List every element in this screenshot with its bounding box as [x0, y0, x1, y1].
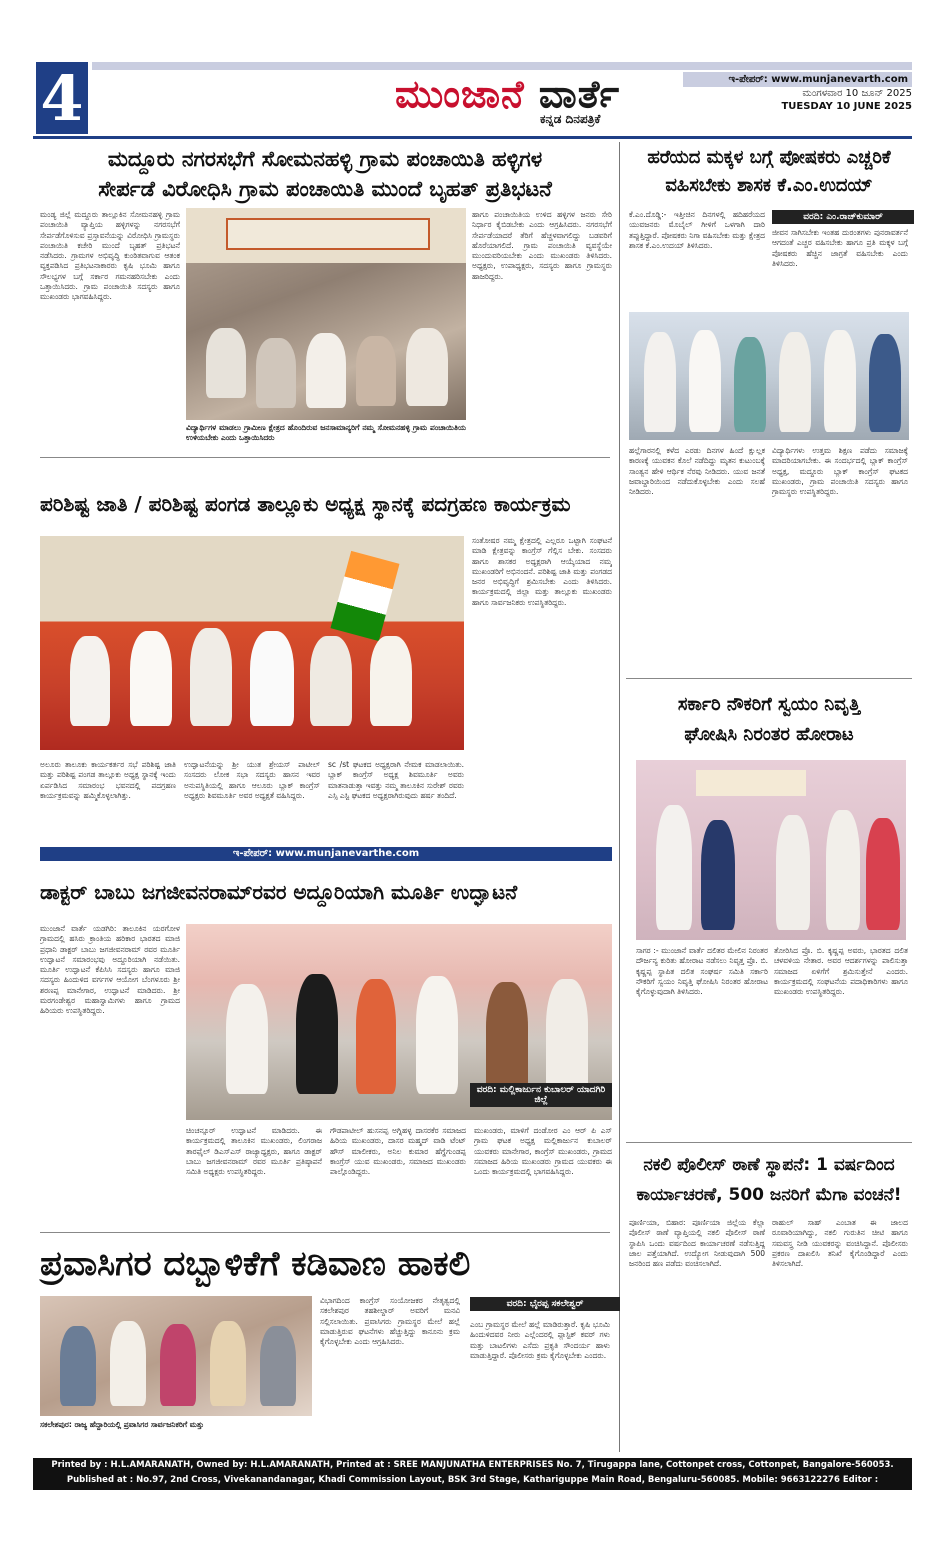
article-5-byline: ವರದಿ: ಎಂ.ರಾಜ್‌ಕುಮಾರ್ [772, 210, 914, 224]
date-block [683, 72, 912, 113]
article-5-body: ಕೆ.ಎಂ.ದೊಡ್ಡಿ:- ಇತ್ತೀಚಿನ ದಿನಗಳಲ್ಲಿ ಹದಿಹರೆಯದ ಯುವಜನರು ಮೊಬೈಲ್ ಗೀಳಿಗೆ ಒಳಗಾಗಿ ದಾರಿ ತಪ್ಪುತ್ತಿದ್ದಾರೆ. ಪೋಷಕರು ನಿಗಾ ವಹಿಸಬೇಕು ಮತ್ತು ಕ್ಷೇತ್ರದ ಶಾಸಕ ಕೆ.ಎಂ.ಉದಯ್ ತಿಳಿಸಿದರು. [629, 210, 765, 250]
article-3-body-4: ಮುಖಂಡರು, ಮಾಳಿಗೆ ದಂಡೋರ ಎಂ ಆರ್ ಪಿ ಎಸ್ ಗ್ರಾಮ ಘಟಕ ಅಧ್ಯಕ್ಷ ಮಲ್ಲಿಕಾರ್ಜುನ ಕುಬಾಲರ್ ಯುವಕರು ಮಾನೇಗಾರ, ಕಾಂಗ್ರೆಸ್ ಮುಖಂಡರು, ಗ್ರಾಮದ ಸಮಾಜದ ಹಿರಿಯ ಮುಖಂಡರು ಗ್ರಾಮದ ಯುವಕರು ಈ ಒಂದು ಕಾರ್ಯಕ್ರಮದಲ್ಲಿ ಭಾಗವಹಿಸಿದ್ದರು. [474, 1126, 612, 1177]
article-2-body: ಸಂತೋಷರ ನಮ್ಮ ಕ್ಷೇತ್ರದಲ್ಲಿ ಎಲ್ಲರೂ ಒಟ್ಟಾಗಿ ಸಂಘಟನೆ ಮಾಡಿ ಕ್ಷೇತ್ರವನ್ನು ಕಾಂಗ್ರೆಸ್ ಗೆಲ್ಲಿಸ ಬೇಕು. ಸಂಸದರು ಹಾಗೂ ಶಾಸಕರ ಅಧ್ಯಕ್ಷರಾಗಿ ಆಯ್ಕೆಯಾದ ನಮ್ಮ ಮುಖಂಡರಿಗೆ ಅಭಿನಂದನೆ. ಪರಿಶಿಷ್ಟ ಜಾತಿ ಮತ್ತು ಪಂಗಡದ ಜನರ ಅಭಿವೃದ್ಧಿಗೆ ಶ್ರಮಿಸಬೇಕು ಎಂದು ತಿಳಿಸಿದರು. ಕಾರ್ಯಕ್ರಮದಲ್ಲಿ ಜಿಲ್ಲಾ ಮತ್ತು ತಾಲ್ಲೂಕು ಮುಖಂಡರು ಹಾಗೂ ಸಾರ್ವಜನಿಕರು ಉಪಸ್ಥಿತರಿದ್ದರು. [472, 536, 612, 607]
page-number: 4 [36, 62, 88, 134]
article-2-body-4: sc /st ಘಟಕದ ಅಧ್ಯಕ್ಷರಾಗಿ ನೇಮಕ ಮಾಡಲಾಯಿತು. ಬ್ಲಾಕ್ ಕಾಂಗ್ರೆಸ್ ಅಧ್ಯಕ್ಷ ಶಿವಮೂರ್ತಿ ಅವರು ಮಾತನಾಡುತ್ತಾ ಇವತ್ತು ನಮ್ಮ ತಾಲೂಕಿನ ಸುರೇಶ್ ರವರು ಎಸ್ಸಿ ಎಸ್ಟಿ ಘಟಕದ ಅಧ್ಯಕ್ಷರಾಗಿರುವುದು ಹರ್ಷ ತಂದಿದೆ. [328, 760, 464, 800]
article-6-photo [636, 760, 906, 940]
article-3-body: ಮುಂಜಾನೆ ವಾರ್ತೆ ಯಡಗಿರಿ: ತಾಲೂಕಿನ ಯರಗೋಳ ಗ್ರಾಮದಲ್ಲಿ ಹಸಿರು ಕ್ರಾಂತಿಯ ಹರಿಕಾರ ಭಾರತದ ಮಾಜಿ ಪ್ರಧಾನಿ ಡಾಕ್ಟರ್ ಬಾಬು ಜಗಜೀವನರಾಮ್ ರವರ ಮೂರ್ತಿ ಉದ್ಘಾಟನೆ ಸಮಾರಂಭವು ಅದ್ದೂರಿಯಾಗಿ ನಡೆಯಿತು. ಮೂರ್ತಿ ಉದ್ಘಾಟನೆ ಕೆಪಿಸಿಸಿ ಸದಸ್ಯರು ಹಾಗೂ ಮಾಜಿ ಸದಸ್ಯರು ಹಿಂದುಳಿದ ವರ್ಗಗಳ ಆಯೋಗ ಬೆಂಗಳೂರು ಶ್ರೀ ಶರಣಪ್ಪ ಮಾನೇಗಾರ, ಉದ್ಘಾಟನೆ ಮಾಡಿದರು. ಶ್ರೀ ಮರಗಂಡೇಶ್ವರ ಮಹಾಸ್ವಾಮಿಗಳು ಹಾಗೂ ಗ್ರಾಮದ ಹಿರಿಯರು ಉಪಸ್ಥಿತರಿದ್ದರು. [40, 924, 180, 1016]
imprint-footer: Printed by : H.L.AMARANATH, Owned by: H.L.AMARANATH, Printed at : SREE MANJUNATHA ENTERPRISES No. 7, Tirugappa lane, Cottonpet cross, Cottonpet, Bangalore-560053. Published at : No.97, 2nd Cross, Vivekanandanagar, Khadi Commission Layout, BSK 3rd Stage, Kathariguppe Main Road, Bengaluru-560085. Mobile: 9663122276 Editor : H.L.AMARANATH [33, 1458, 912, 1490]
article-5-body-2: ಜೀವನ ಸಾಗಿಸಬೇಕು ಇಂತಹ ದುರಂತಗಳು ಪುನರಾವರ್ತನೆ ಆಗದಂತೆ ಎಚ್ಚರ ವಹಿಸಬೇಕು ಹಾಗೂ ಪ್ರತಿ ಮಕ್ಕಳ ಬಗ್ಗೆ ಪೋಷಕರು ಹೆಚ್ಚಿನ ಜಾಗ್ರತೆ ವಹಿಸಬೇಕು ಎಂದು ತಿಳಿಸಿದರು. [772, 228, 908, 268]
article-2-headline: ಪರಿಶಿಷ್ಟ ಜಾತಿ / ಪರಿಶಿಷ್ಟ ಪಂಗಡ ತಾಲ್ಲೂಕು ಅಧ್ಯಕ್ಷ ಸ್ಥಾನಕ್ಕೆ ಪದಗ್ರಹಣ ಕಾರ್ಯಕ್ರಮ [40, 492, 571, 516]
article-4-photo [40, 1296, 312, 1416]
article-6-body: ಸಾಗರ :- ಮುಂಜಾನೆ ವಾರ್ತೆ ದಲಿತರ ಮೇಲಿನ ನಿರಂತರ ದೌರ್ಜನ್ಯ ಕುರಿತು ಹೋರಾಟ ನಡೆಸಲು ನಿವೃತ್ತ ಪ್ರೊ. ಬಿ. ಕೃಷ್ಣಪ್ಪ ಸ್ಥಾಪಿತ ದಲಿತ ಸಂಘರ್ಷ ಸಮಿತಿ ಸರ್ಕಾರಿ ನೌಕರಿಗೆ ಸ್ವಯಂ ನಿವೃತ್ತಿ ಘೋಷಿಸಿ ನಿರಂತರ ಹೋರಾಟ ಕೈಗೊಳ್ಳುವುದಾಗಿ ತಿಳಿಸಿದರು. [636, 946, 768, 997]
tagline: ಕನ್ನಡ ದಿನಪತ್ರಿಕೆ [540, 112, 601, 126]
article-4-caption: ಸಕಲೇಶಪುರ: ರಾಜ್ಯ ಹೆದ್ದಾರಿಯಲ್ಲಿ ಪ್ರವಾಸಿಗರ ಸಾರ್ವಜನಿಕರಿಗೆ ಮತ್ತು [40, 1420, 204, 1429]
article-3-body-3: ಗೌಡಪಾಟೀಲ್ ಹುಸನಪ್ಪ ಅಗ್ನಿಹಳ್ಳ ದಾಸರಕೆರ ಸಮಾಜದ ಹಿರಿಯ ಮುಖಂಡರು, ದಾಸರ ಮಹ್ಮದ್ ವಾಡಿ ಟೆಂಟ್ ಹೌಸ್ ಮಾಲೀಕರು, ಅನಿಲ ಕುಮಾರ ಹೆಗ್ಡೆಗುಂಡಪ್ಪ ಕಾಂಗ್ರೆಸ್ ಯುವ ಮುಖಂಡರು, ಸಮಾಜದ ಮುಖಂಡರು ಪಾಲ್ಗೊಂಡಿದ್ದರು. [330, 1126, 466, 1177]
article-3-body-2: ಚಿಂಚನ್ಸೂರ್ ಉದ್ಘಾಟನೆ ಮಾಡಿದರು. ಈ ಕಾರ್ಯಕ್ರಮದಲ್ಲಿ ತಾಲೂಕಿನ ಮುಖಂಡರು, ಲಿಂಗರಾಜ ತಾರಫೈಲ್ ಡಿಎಸ್ಎಸ್ ರಾಜ್ಯಾಧ್ಯಕ್ಷರು, ಹಾಗೂ ಡಾಕ್ಟರ್ ಬಾಬು ಜಗಜೀವನರಾಮ್ ರವರ ಮೂರ್ತಿ ಪ್ರತಿಷ್ಠಾಪನೆ ಸಮಿತಿ ಅಧ್ಯಕ್ಷರು ಉಪಸ್ಥಿತರಿದ್ದರು. [186, 1126, 322, 1177]
article-7-headline: ನಕಲಿ ಪೊಲೀಸ್ ಠಾಣೆ ಸ್ಥಾಪನೆ: 1 ವರ್ಷದಿಂದ ಕಾರ್ಯಾಚರಣೆ, 500 ಜನರಿಗೆ ಮೆಗಾ ವಂಚನೆ! [636, 1155, 902, 1205]
masthead-bar [92, 62, 912, 70]
masthead-rule [33, 136, 912, 139]
article-7-body-2: ರಾಹುಲ್ ಸಾಹ್ ಎಂಬಾತ ಈ ಜಾಲದ ರೂವಾರಿಯಾಗಿದ್ದು, ನಕಲಿ ಗುರುತಿನ ಚೀಟಿ ಹಾಗೂ ಸಮವಸ್ತ್ರ ನೀಡಿ ಯುವಕರನ್ನು ವಂಚಿಸಿದ್ದಾನೆ. ಪೊಲೀಸರು ಪ್ರಕರಣ ದಾಖಲಿಸಿ ತನಿಖೆ ಕೈಗೊಂಡಿದ್ದಾರೆ ಎಂದು ತಿಳಿಸಲಾಗಿದೆ. [772, 1218, 908, 1269]
rule [626, 1142, 912, 1143]
article-2-body-2: ಅಲೂರು ತಾಲೂಕು ಕಾರ್ಯಕರ್ತರ ಸಭೆ ಪರಿಶಿಷ್ಟ ಜಾತಿ ಮತ್ತು ಪರಿಶಿಷ್ಟ ಪಂಗಡ ತಾಲ್ಲೂಕು ಅಧ್ಯಕ್ಷ ಸ್ಥಾನಕ್ಕೆ ಇಂದು ಏರ್ಪಡಿಸಿದ ಸಮಾರಂಭ ಭವನದಲ್ಲಿ ಪದಗ್ರಹಣ ಕಾರ್ಯಕ್ರಮವನ್ನು ಹಮ್ಮಿಕೊಳ್ಳಲಾಗಿತ್ತು. [40, 760, 176, 800]
article-1-body: ಮಂಡ್ಯ ಜಿಲ್ಲೆ ಮದ್ದೂರು ತಾಲ್ಲೂಕಿನ ಸೋಮನಹಳ್ಳಿ ಗ್ರಾಮ ಪಂಚಾಯಿತಿ ವ್ಯಾಪ್ತಿಯ ಹಳ್ಳಿಗಳನ್ನು ನಗರಸಭೆಗೆ ಸೇರ್ಪಡೆಗೊಳಿಸುವ ಪ್ರಸ್ತಾವನೆಯನ್ನು ವಿರೋಧಿಸಿ ಗ್ರಾಮಸ್ಥರು ಪಂಚಾಯಿತಿ ಕಚೇರಿ ಮುಂದೆ ಬೃಹತ್ ಪ್ರತಿಭಟನೆ ನಡೆಸಿದರು. ಗ್ರಾಮಗಳ ಅಭಿವೃದ್ಧಿ ಕುಂಠಿತವಾಗುವ ಆತಂಕ ವ್ಯಕ್ತಪಡಿಸಿದ ಪ್ರತಿಭಟನಾಕಾರರು ಕೃಷಿ ಭೂಮಿ ಹಾಗೂ ಸೌಲಭ್ಯಗಳ ಬಗ್ಗೆ ಸರ್ಕಾರ ಗಮನಹರಿಸಬೇಕು ಎಂದು ಒತ್ತಾಯಿಸಿದರು. ಗ್ರಾಮ ಪಂಚಾಯಿತಿ ಸದಸ್ಯರು ಹಾಗೂ ಮುಖಂಡರು ಭಾಗವಹಿಸಿದ್ದರು. [40, 210, 180, 302]
rule [626, 678, 912, 679]
article-6-headline: ಸರ್ಕಾರಿ ನೌಕರಿಗೆ ಸ್ವಯಂ ನಿವೃತ್ತಿ ಘೋಷಿಸಿ ನಿರಂತರ ಹೋರಾಟ [677, 694, 861, 745]
rule [40, 1232, 610, 1233]
article-1-photo [186, 208, 466, 420]
article-4-body-2: ಎಂಬ ಗ್ರಾಮಸ್ಥರ ಮೇಲೆ ಹಲ್ಲೆ ಮಾಡಿರುತ್ತಾರೆ. ಕೃಷಿ ಭೂಮಿ ಹಿಂದುಳಿದವರ ನೀರು ಎಲ್ಲೆಂದರಲ್ಲಿ ಪ್ಲಾಸ್ಟಿಕ್ ಕವರ್ ಗಳು ಮತ್ತು ಬಾಟಲಿಗಳು ಎಸೆದು ಪ್ರಕೃತಿ ಸೌಂದರ್ಯ ಹಾಳು ಮಾಡುತ್ತಿದ್ದಾರೆ. ಪೊಲೀಸರು ಕ್ರಮ ಕೈಗೊಳ್ಳಬೇಕು ಎಂದರು. [470, 1320, 610, 1360]
article-5-headline: ಹರೆಯದ ಮಕ್ಕಳ ಬಗ್ಗೆ ಪೋಷಕರು ಎಚ್ಚರಿಕೆ ವಹಿಸಬೇಕು ಶಾಸಕ ಕೆ.ಎಂ.ಉದಯ್ [647, 147, 891, 196]
article-4-byline: ವರದಿ: ಭೈರಪ್ಪ ಸಕಲೇಶ್ವರ್ [470, 1297, 620, 1311]
newspaper-logo: ಮುಂಜಾನೆ ವಾರ್ತೆ [395, 72, 621, 116]
article-1-caption: ವಿದ್ಯಾರ್ಥಿಗಳ ಮಾಡಲು ಗ್ರಾಮೀಣ ಕ್ಷೇತ್ರದ ಹೊಂದಿರುವ ಜನಸಾಮಾನ್ಯರಿಗೆ ನಮ್ಮ ಸೋಮನಹಳ್ಳಿ ಗ್ರಾಮ ಪಂಚಾಯಿತಿಯ ಉಳಿಯಬೇಕು ಎಂದು ಒತ್ತಾಯಿಸಿದರು [186, 423, 466, 443]
date-english: TUESDAY 10 JUNE 2025 [781, 101, 912, 112]
article-5-photo [629, 312, 909, 440]
article-4-headline: ಪ್ರವಾಸಿಗರ ದಬ್ಬಾಳಿಕೆಗೆ ಕಡಿವಾಣ ಹಾಕಲಿ [40, 1244, 471, 1284]
article-2-photo [40, 536, 464, 750]
article-3-byline: ವರದಿ: ಮಲ್ಲಿಕಾರ್ಜುನ ಕುಬಾಲರ್ ಯಾದಗಿರಿ ಜಿಲ್ಲೆ [470, 1083, 612, 1107]
epaper-url[interactable]: ಇ-ಪೇಪರ್: www.munjanevarth.com [683, 72, 912, 87]
column-divider [619, 142, 620, 1452]
epaper-banner[interactable]: ಇ-ಪೇಪರ್: www.munjanevarthe.com [40, 847, 612, 861]
article-7-body: ಪೂರ್ಣಿಯಾ, ಬಿಹಾರ: ಪೂರ್ಣಿಯಾ ಜಿಲ್ಲೆಯ ಕೆಲ್ಲಾ ಪೊಲೀಸ್ ಠಾಣೆ ವ್ಯಾಪ್ತಿಯಲ್ಲಿ ನಕಲಿ ಪೊಲೀಸ್ ಠಾಣೆ ಸ್ಥಾಪಿಸಿ ಒಂದು ವರ್ಷದಿಂದ ಕಾರ್ಯಾಚರಣೆ ನಡೆಸುತ್ತಿದ್ದ ಜಾಲ ಪತ್ತೆಯಾಗಿದೆ. ಉದ್ಯೋಗ ನೀಡುವುದಾಗಿ 500 ಜನರಿಂದ ಹಣ ಪಡೆದು ವಂಚಿಸಲಾಗಿದೆ. [629, 1218, 765, 1269]
date-kannada: ಮಂಗಳವಾರ 10 ಜೂನ್ 2025 [802, 88, 912, 99]
article-1-body-2: ಹಾಗೂ ಪಂಚಾಯಿತಿಯ ಉಳಿದ ಹಳ್ಳಿಗಳ ಜನರು ಸೇರಿ ನಿರ್ಧಾರ ಕೈಬಿಡಬೇಕು ಎಂದು ಆಗ್ರಹಿಸಿದರು. ನಗರಸಭೆಗೆ ಸೇರ್ಪಡೆಯಾದರೆ ತೆರಿಗೆ ಹೆಚ್ಚಳವಾಗಲಿದ್ದು ಬಡವರಿಗೆ ಹೊರೆಯಾಗಲಿದೆ. ಗ್ರಾಮ ಪಂಚಾಯಿತಿ ವ್ಯವಸ್ಥೆಯೇ ಮುಂದುವರಿಯಬೇಕು ಎಂದು ಮುಖಂಡರು ತಿಳಿಸಿದರು. ಅಧ್ಯಕ್ಷರು, ಉಪಾಧ್ಯಕ್ಷರು, ಸದಸ್ಯರು ಹಾಗೂ ಗ್ರಾಮಸ್ಥರು ಹಾಜರಿದ್ದರು. [472, 210, 612, 281]
article-5-body-4: ವಿದ್ಯಾರ್ಥಿಗಳು ಉತ್ತಮ ಶಿಕ್ಷಣ ಪಡೆದು ಸಮಾಜಕ್ಕೆ ಮಾದರಿಯಾಗಬೇಕು. ಈ ಸಂದರ್ಭದಲ್ಲಿ ಬ್ಲಾಕ್ ಕಾಂಗ್ರೆಸ್ ಅಧ್ಯಕ್ಷ, ಮದ್ದೂರು ಬ್ಲಾಕ್ ಕಾಂಗ್ರೆಸ್ ಘಟಕದ ಮುಖಂಡರು, ಗ್ರಾಮ ಪಂಚಾಯಿತಿ ಸದಸ್ಯರು ಹಾಗೂ ಗ್ರಾಮಸ್ಥರು ಉಪಸ್ಥಿತರಿದ್ದರು. [772, 446, 908, 497]
article-5-body-3: ಹಲ್ಲೆಗಾರನಲ್ಲಿ ಕಳೆದ ಎರಡು ದಿನಗಳ ಹಿಂದೆ ಕ್ಷುಲ್ಲಕ ಕಾರಣಕ್ಕೆ ಯುವಕನ ಕೊಲೆ ನಡೆದಿದ್ದು ಮೃತನ ಕುಟುಂಬಕ್ಕೆ ಸಾಂತ್ವನ ಹೇಳಿ ಆರ್ಥಿಕ ನೆರವು ನೀಡಿದರು. ಯುವ ಜನತೆ ಜವಾಬ್ದಾರಿಯಿಂದ ನಡೆದುಕೊಳ್ಳಬೇಕು ಎಂದು ಸಲಹೆ ನೀಡಿದರು. [629, 446, 765, 497]
article-3-headline: ಡಾಕ್ಟರ್ ಬಾಬು ಜಗಜೀವನರಾಮ್‌ರವರ ಅದ್ದೂರಿಯಾಗಿ ಮೂರ್ತಿ ಉದ್ಘಾಟನೆ [40, 880, 518, 904]
article-4-body: ವಿಭಾಗದಿಂದ ಕಾಂಗ್ರೆಸ್ ಸಂಯೋಜಕರ ನೇತೃತ್ವದಲ್ಲಿ ಸಕಲೇಶಪುರ ತಹಶೀಲ್ದಾರ್ ಅವರಿಗೆ ಮನವಿ ಸಲ್ಲಿಸಲಾಯಿತು. ಪ್ರವಾಸಿಗರು ಗ್ರಾಮಸ್ಥರ ಮೇಲೆ ಹಲ್ಲೆ ಮಾಡುತ್ತಿರುವ ಘಟನೆಗಳು ಹೆಚ್ಚುತ್ತಿದ್ದು ಕಾನೂನು ಕ್ರಮ ಕೈಗೊಳ್ಳಬೇಕು ಎಂದು ಆಗ್ರಹಿಸಿದರು. [320, 1296, 460, 1347]
article-2-body-3: ಉದ್ಘಾಟನೆಯನ್ನು ಶ್ರೀ ಯುತ ಶ್ರೇಯಸ್ ಪಾಟೀಲ್ ಸಂಸದರು ಲೋಕ ಸಭಾ ಸದಸ್ಯರು ಹಾಸನ ಇವರ ಅನುಪಸ್ಥಿತಿಯಲ್ಲಿ ಹಾಗೂ ಆಲೂರು ಬ್ಲಾಕ್ ಕಾಂಗ್ರೆಸ್ ಅಧ್ಯಕ್ಷರು ಶಿವಮೂರ್ತಿ ಅವರ ಅಧ್ಯಕ್ಷತೆ ವಹಿಸಿದ್ದರು. [184, 760, 320, 800]
article-1-headline: ಮದ್ದೂರು ನಗರಸಭೆಗೆ ಸೋಮನಹಳ್ಳಿ ಗ್ರಾಮ ಪಂಚಾಯಿತಿ ಹಳ್ಳಿಗಳ ಸೇರ್ಪಡೆ ವಿರೋಧಿಸಿ ಗ್ರಾಮ ಪಂಚಾಯಿತಿ ಮುಂದೆ ಬೃಹತ್ ಪ್ರತಿಭಟನೆ [98, 147, 552, 201]
article-6-body-2: ತೋರಿಸಿದ ಪ್ರೊ. ಬಿ. ಕೃಷ್ಣಪ್ಪ ಅವರು, ಭಾರತದ ದಲಿತ ಚಳವಳಿಯ ನೇತಾರ. ಅವರ ಆದರ್ಶಗಳನ್ನು ಪಾಲಿಸುತ್ತಾ ಸಮಾಜದ ಏಳಿಗೆಗೆ ಶ್ರಮಿಸುತ್ತೇನೆ ಎಂದರು. ಕಾರ್ಯಕ್ರಮದಲ್ಲಿ ಸಂಘಟನೆಯ ಪದಾಧಿಕಾರಿಗಳು ಹಾಗೂ ಮುಖಂಡರು ಉಪಸ್ಥಿತರಿದ್ದರು. [774, 946, 908, 997]
rule [40, 457, 610, 458]
